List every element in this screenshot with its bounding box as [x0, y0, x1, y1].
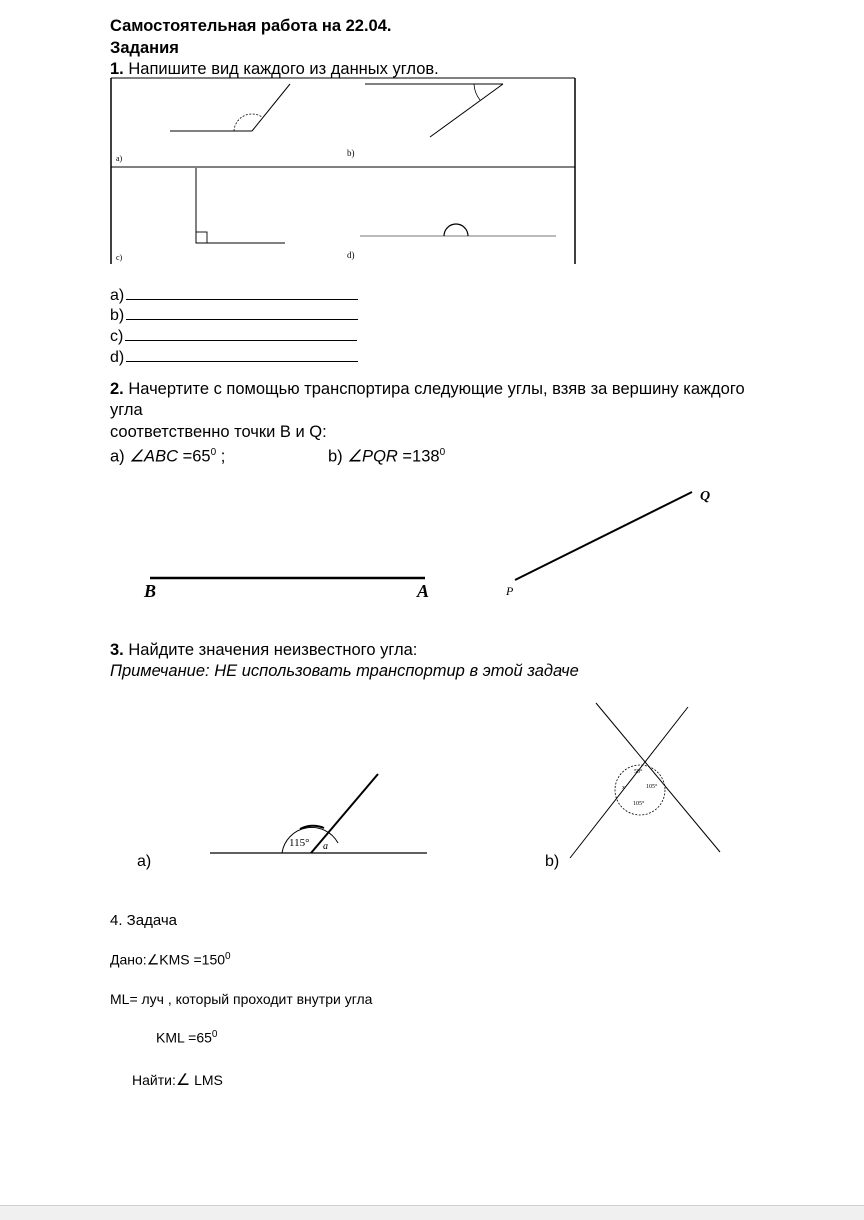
bottom-bar: [0, 1205, 864, 1220]
task4-given: [110, 951, 231, 969]
task3-part-b-label: b): [545, 853, 560, 870]
task4-ray-text: ML= луч , который проходит внутри угла: [110, 991, 373, 1007]
task2-part-a-tail: ;: [216, 447, 226, 466]
answer-b-label: b): [110, 307, 125, 324]
fig-b-line-2: [570, 707, 688, 858]
fig-b-angle-right: 105°: [646, 784, 658, 790]
fig-b-angle-left: x: [622, 785, 625, 791]
task3-number: 3.: [110, 641, 124, 659]
task3-part-a-label: a): [137, 853, 152, 870]
document-title: Самостоятельная работа на 22.04.: [110, 17, 392, 35]
task2-line-3: соответственно точки B и Q:: [110, 423, 327, 441]
task2-part-a-eq: =65: [177, 447, 211, 466]
task4-given-text: KMS =150: [159, 951, 226, 968]
fig-b-line-1: [596, 703, 720, 852]
task4-given-degree: 0: [225, 951, 231, 962]
figure-label-a: a): [116, 154, 123, 163]
task4-kml-text: KML =65: [156, 1029, 212, 1046]
fig-b-angle-bottom: 105°: [633, 801, 645, 807]
task2-part-a-label: a): [110, 447, 125, 466]
point-p-label: P: [506, 584, 514, 598]
task3-note: Примечание: НЕ использовать транспортир в этой задаче: [110, 662, 579, 680]
angle-symbol-icon: ∠: [175, 1072, 191, 1089]
task4-kml: [156, 1029, 217, 1046]
task1-number: 1.: [110, 60, 124, 78]
task4-given-label: Дано:: [110, 951, 147, 968]
task2-part-b-degree: 0: [439, 447, 446, 458]
task2-line-2: угла: [110, 401, 143, 419]
fig-b-angle-top: 50°: [634, 769, 643, 775]
task1-text: Напишите вид каждого из данных углов.: [128, 60, 439, 78]
answer-d-label: d): [110, 349, 125, 366]
task2-part-b-eq: =138: [397, 447, 440, 466]
fig-a-angle-115: 115°: [289, 837, 310, 849]
figure-label-c: c): [116, 253, 123, 262]
answer-c-label: c): [110, 328, 124, 345]
fig-a-angle-a: a: [323, 841, 328, 852]
task2-text-1: Начертите с помощью транспортира следующие углы, взяв за вершину каждого: [128, 380, 745, 398]
task4-kml-degree: 0: [211, 1029, 218, 1040]
figure-label-b: b): [347, 148, 355, 158]
figure-label-d: d): [347, 250, 355, 260]
point-a-label: A: [417, 581, 430, 601]
task4-heading: 4. Задача: [110, 912, 178, 929]
angle-symbol-icon: ∠: [146, 951, 160, 968]
task2-number: 2.: [110, 380, 124, 398]
task2-part-b-label: b): [328, 447, 343, 466]
task3-text: Найдите значения неизвестного угла:: [128, 641, 418, 659]
task2-part-a-angle: ∠ABC: [129, 447, 178, 466]
point-q-label: Q: [700, 489, 711, 504]
fig-a-ray: [311, 774, 378, 853]
task2-part-a-degree: 0: [210, 447, 217, 458]
task4-find-label: Найти:: [132, 1072, 176, 1088]
task2-part-b-angle: ∠PQR: [347, 447, 398, 466]
task4-find: [132, 1070, 223, 1090]
point-b-label: B: [144, 581, 157, 601]
tasks-heading: Задания: [110, 39, 179, 57]
answer-a-label: a): [110, 287, 125, 304]
task4-find-text: LMS: [190, 1072, 223, 1088]
